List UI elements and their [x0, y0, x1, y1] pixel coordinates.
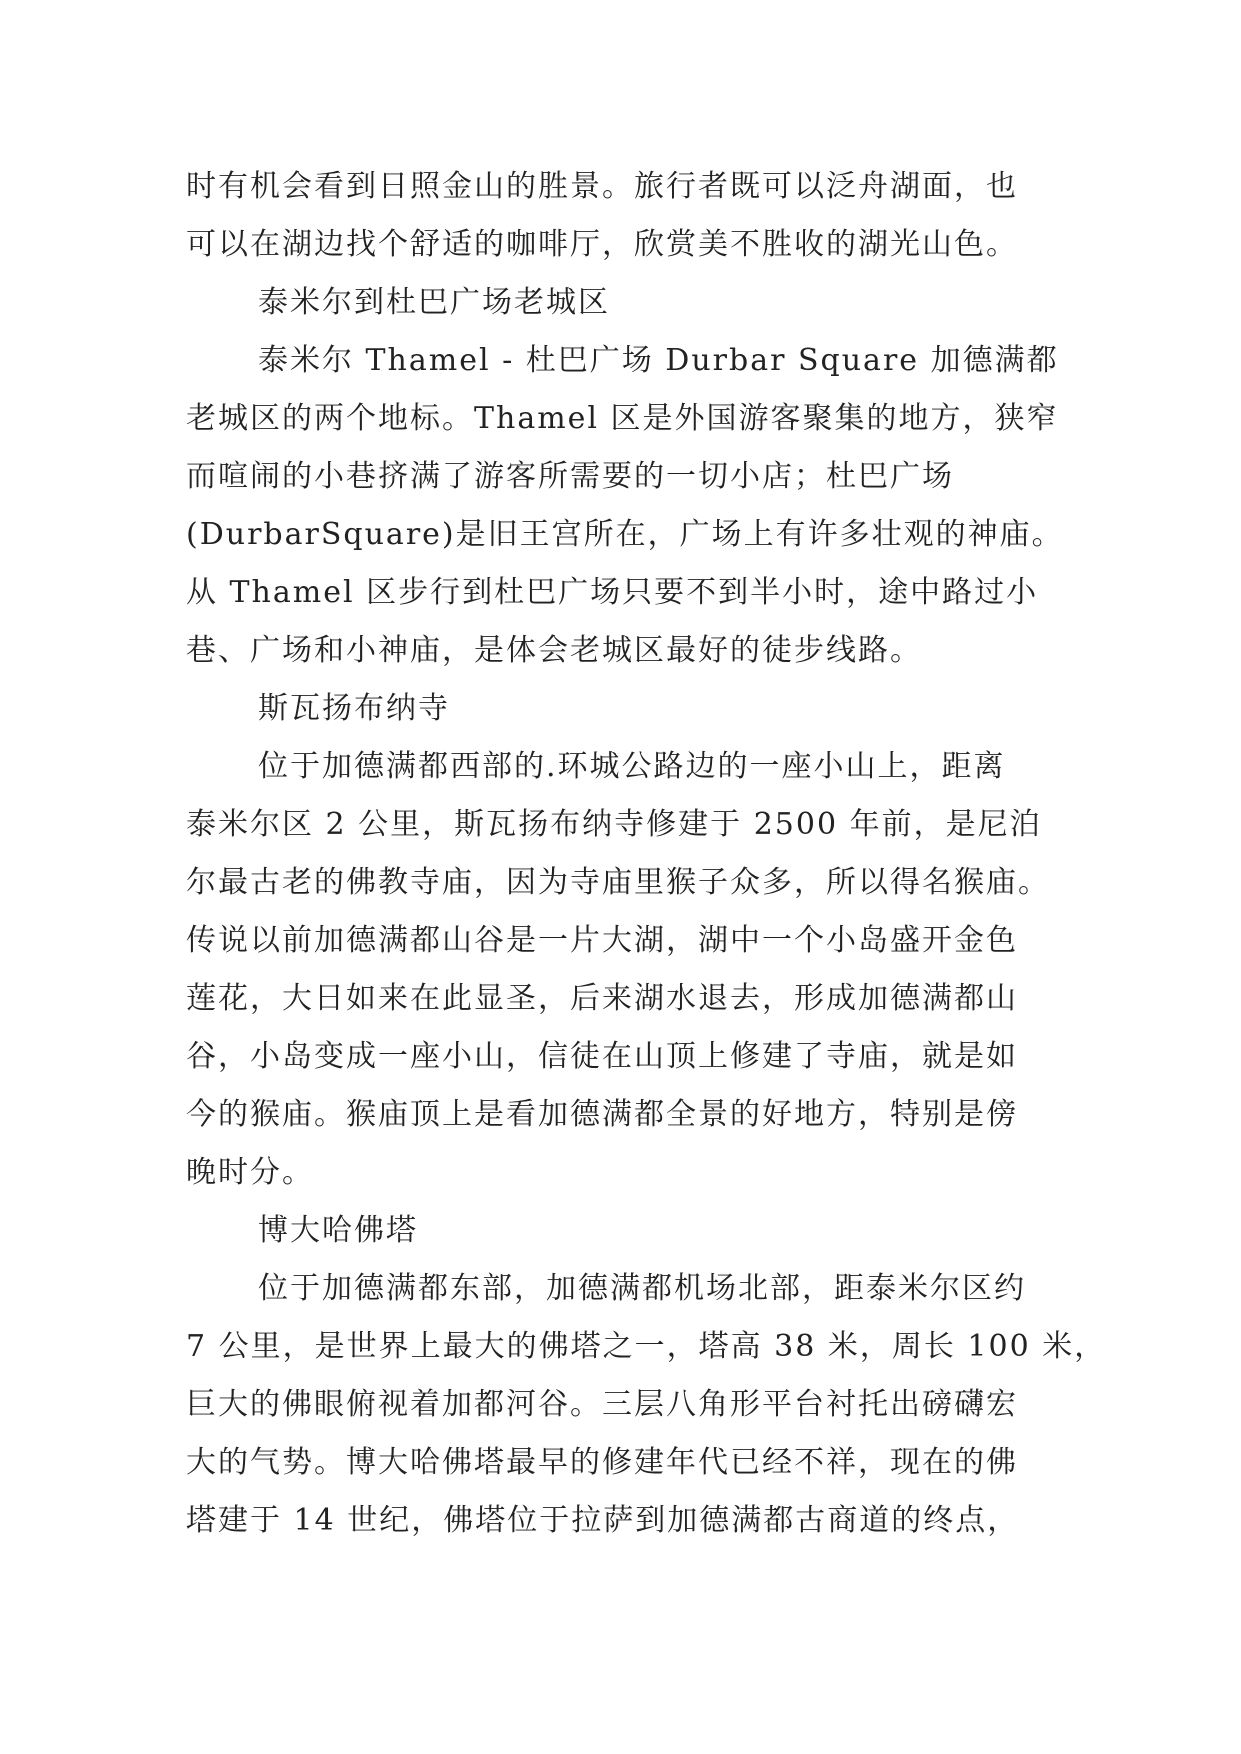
paragraph-line: 7 公里，是世界上最大的佛塔之一，塔高 38 米，周长 100 米，	[186, 1329, 1107, 1364]
paragraph-line: 大的气势。博大哈佛塔最早的修建年代已经不祥，现在的佛	[186, 1445, 1018, 1480]
paragraph-line: 谷，小岛变成一座小山，信徒在山顶上修建了寺庙，就是如	[186, 1039, 1018, 1074]
section-heading: 斯瓦扬布纳寺	[258, 691, 450, 726]
paragraph-line: 而喧闹的小巷挤满了游客所需要的一切小店；杜巴广场	[186, 459, 954, 494]
paragraph-line: 尔最古老的佛教寺庙，因为寺庙里猴子众多，所以得名猴庙。	[186, 865, 1050, 900]
document-body	[186, 158, 1107, 1550]
paragraph-line: 位于加德满都西部的.环城公路边的一座小山上，距离	[258, 749, 1006, 784]
section-heading: 泰米尔到杜巴广场老城区	[258, 285, 610, 320]
paragraph-line: 老城区的两个地标。Thamel 区是外国游客聚集的地方，狭窄	[186, 401, 1059, 436]
paragraph-line: 从 Thamel 区步行到杜巴广场只要不到半小时，途中路过小	[186, 575, 1039, 610]
section-heading: 博大哈佛塔	[258, 1213, 418, 1248]
paragraph-line: 泰米尔区 2 公里，斯瓦扬布纳寺修建于 2500 年前，是尼泊	[186, 807, 1042, 842]
paragraph-line: (DurbarSquare)是旧王宫所在，广场上有许多壮观的神庙。	[186, 517, 1064, 552]
paragraph-line: 巷、广场和小神庙，是体会老城区最好的徒步线路。	[186, 633, 922, 668]
paragraph-line: 泰米尔 Thamel - 杜巴广场 Durbar Square 加德满都	[258, 343, 1059, 378]
paragraph-line: 位于加德满都东部，加德满都机场北部，距泰米尔区约	[258, 1271, 1026, 1306]
paragraph-line: 塔建于 14 世纪，佛塔位于拉萨到加德满都古商道的终点，	[186, 1503, 1020, 1538]
paragraph-line: 可以在湖边找个舒适的咖啡厅，欣赏美不胜收的湖光山色。	[186, 227, 1018, 262]
paragraph-line: 传说以前加德满都山谷是一片大湖，湖中一个小岛盛开金色	[186, 923, 1018, 958]
paragraph-line: 时有机会看到日照金山的胜景。旅行者既可以泛舟湖面，也	[186, 169, 1018, 204]
paragraph-line: 巨大的佛眼俯视着加都河谷。三层八角形平台衬托出磅礴宏	[186, 1387, 1018, 1422]
paragraph-line: 晚时分。	[186, 1155, 314, 1190]
paragraph-line: 莲花，大日如来在此显圣，后来湖水退去，形成加德满都山	[186, 981, 1018, 1016]
paragraph-line: 今的猴庙。猴庙顶上是看加德满都全景的好地方，特别是傍	[186, 1097, 1018, 1132]
